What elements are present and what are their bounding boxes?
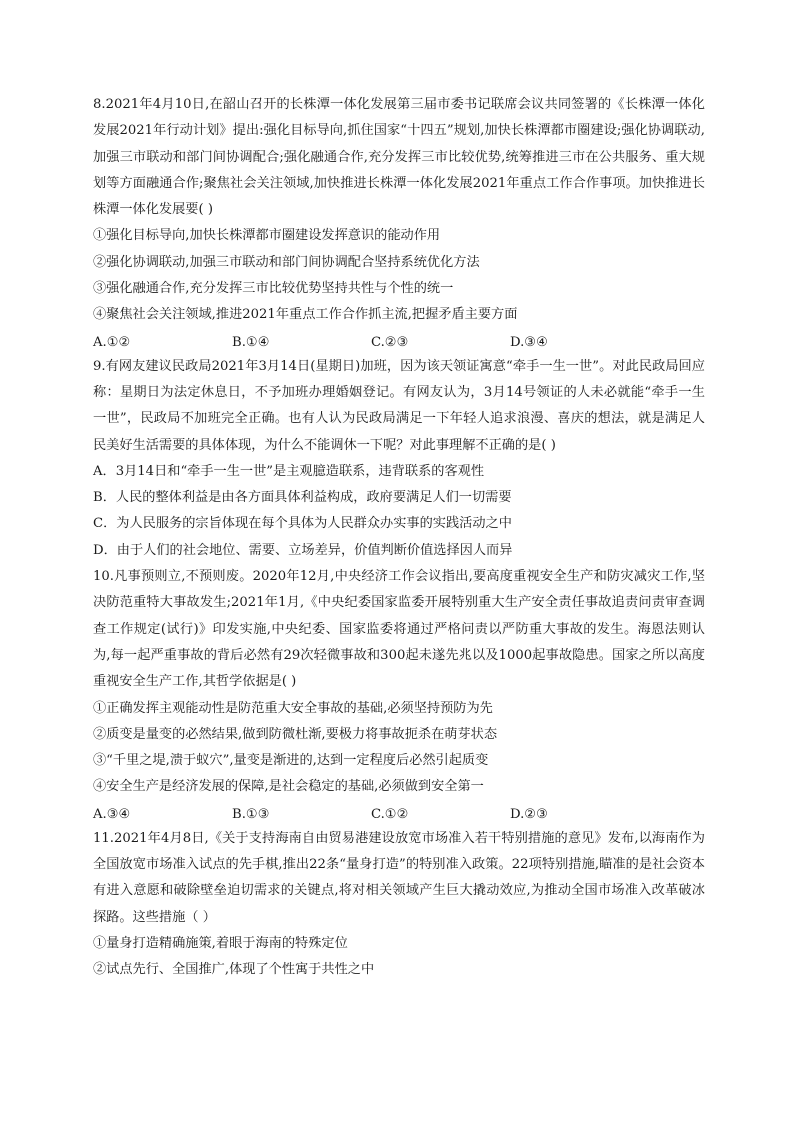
question-8-item-2: ②强化协调联动,加强三市联动和部门间协调配合坚持系统优化方法	[93, 254, 480, 270]
question-10-item-3: ③“千里之堤,溃于蚁穴”,量变是渐进的,达到一定程度后必然引起质变	[93, 753, 489, 769]
question-8-item-3: ③强化融通合作,充分发挥三市比较优势坚持共性与个性的统一	[93, 281, 454, 297]
question-10-item-4: ④安全生产是经济发展的保障,是社会稳定的基础,必须做到安全第一	[93, 779, 484, 795]
question-10	[93, 564, 705, 826]
question-8-option-d: D.③④	[510, 334, 548, 350]
question-10-item-1: ①正确发挥主观能动性是防范重大安全事故的基础,必须坚持预防为先	[93, 700, 493, 716]
question-8-option-a: A.①②	[93, 334, 131, 350]
question-10-item-2: ②质变是量变的必然结果,做到防微杜渐,要极力将事故扼杀在萌芽状态	[93, 726, 498, 742]
question-9-option-d: D．由于人们的社会地位、需要、立场差异，价值判断价值选择因人而异	[93, 542, 513, 558]
question-11	[93, 826, 705, 984]
question-8-options	[93, 331, 705, 354]
question-9-option-b: B．人民的整体利益是由各方面具体利益构成，政府要满足人们一切需要	[93, 490, 512, 506]
question-9-option-c: C．为人民服务的宗旨体现在每个具体为人民群众办实事的实践活动之中	[93, 516, 512, 532]
question-11-stem: 11.2021年4月8日,《关于支持海南自由贸易港建设放宽市场准入若干特别措施的意见》发布,以海南作为全国放宽市场准入试点的先手棋,推出22条“量身打造”的特别准入政策。22项特别措施,瞄准的是社会资本有进入意愿和破除壁垒迫切需求的关键点,将对相关领域产生巨大撬动效应,为推动全国市场准入改革破冰探路。这些措施（ ）	[93, 830, 705, 925]
question-9-option-a: A．3月14日和“牵手一生一世”是主观臆造联系，违背联系的客观性	[93, 463, 485, 479]
question-11-item-1: ①量身打造精确施策,着眼于海南的特殊定位	[93, 935, 348, 951]
question-8	[93, 92, 705, 354]
question-11-item-2: ②试点先行、全国推广,体现了个性寓于共性之中	[93, 962, 375, 978]
question-10-option-a: A.③④	[93, 806, 131, 822]
question-10-stem: 10.凡事预则立,不预则废。2020年12月,中央经济工作会议指出,要高度重视安全生产和防灾减灾工作,坚决防范重特大事故发生;2021年1月,《中央纪委国家监委开展特别重大生产安全责任事故追责问责审查调查工作规定(试行)》印发实施,中央纪委、国家监委将通过严格问责以严防重大事故的发生。海恩法则认为,每一起严重事故的背后必然有29次轻微事故和300起未遂先兆以及1000起事故隐患。国家之所以高度重视安全生产工作,其哲学依据是( )	[93, 569, 705, 690]
question-10-options	[93, 803, 705, 826]
question-9-stem: 9.有网友建议民政局2021年3月14日(星期日)加班，因为该天领证寓意“牵手一生一世”。对此民政局回应称：星期日为法定休息日，不予加班办理婚姻登记。有网友认为，3月14号领证的人未必就能“牵手一生一世”，民政局不加班完全正确。也有人认为民政局满足一下年轻人追求浪漫、喜庆的想法，就是满足人民美好生活需要的具体体现，为什么不能调休一下呢？对此事理解不正确的是( )	[93, 358, 705, 453]
question-10-option-d: D.②③	[510, 806, 548, 822]
question-10-option-b: B.①③	[232, 806, 270, 822]
question-8-option-c: C.②③	[371, 334, 409, 350]
question-8-item-1: ①强化目标导向,加快长株潭都市圈建设发挥意识的能动作用	[93, 228, 441, 244]
question-8-item-4: ④聚焦社会关注领域,推进2021年重点工作合作抓主流,把握矛盾主要方面	[93, 307, 518, 323]
question-10-option-c: C.①②	[371, 806, 409, 822]
exam-page	[93, 92, 705, 984]
question-8-stem: 8.2021年4月10日,在韶山召开的长株潭一体化发展第三届市委书记联席会议共同签署的《长株潭一体化发展2021年行动计划》提出:强化目标导向,抓住国家“十四五”规划,加快长株潭都市圈建设;强化协调联动,加强三市联动和部门间协调配合;强化融通合作,充分发挥三市比较优势,统筹推进三市在公共服务、重大规划等方面融通合作;聚焦社会关注领域,加快推进长株潭一体化发展2021年重点工作合作事项。加快推进长株潭一体化发展要( )	[93, 97, 705, 218]
question-8-option-b: B.①④	[232, 334, 270, 350]
question-9	[93, 354, 705, 564]
